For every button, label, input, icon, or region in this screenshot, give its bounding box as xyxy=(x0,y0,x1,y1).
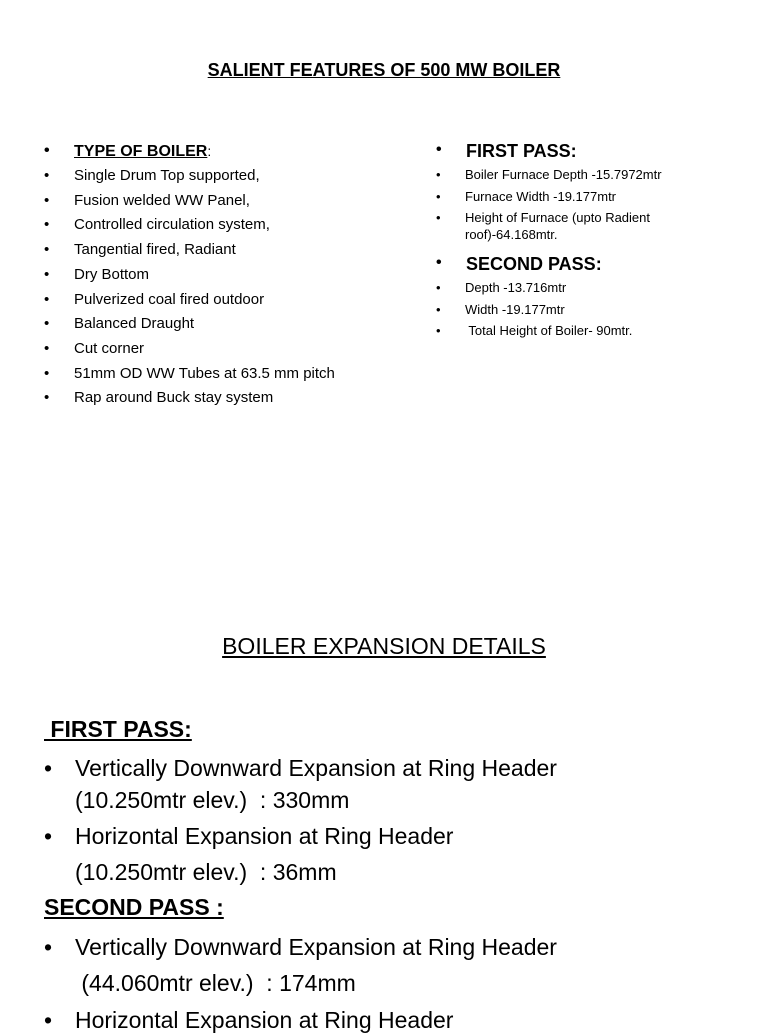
list-item-text: Rap around Buck stay system xyxy=(74,389,274,407)
first-pass-block xyxy=(436,141,736,245)
expansion-title: BOILER EXPANSION DETAILS xyxy=(222,633,546,659)
list-item xyxy=(44,337,414,362)
list-item xyxy=(436,207,736,245)
second-pass-heading xyxy=(436,254,736,275)
list-item xyxy=(44,164,414,189)
bullet: • xyxy=(44,823,53,849)
expansion-first-pass-heading: FIRST PASS: xyxy=(44,716,192,742)
bullet: • xyxy=(44,1007,53,1033)
expansion-item xyxy=(44,931,744,999)
list-item xyxy=(436,186,736,208)
list-item-text: Balanced Draught xyxy=(74,315,195,333)
list-item xyxy=(436,164,736,186)
bullet: • xyxy=(44,934,53,960)
list-item-text: Total Height of Boiler- 90mtr. xyxy=(465,323,633,339)
list-item-text: 51mm OD WW Tubes at 63.5 mm pitch xyxy=(74,364,335,382)
bullet: • xyxy=(44,364,50,382)
list-item-text: Cut corner xyxy=(74,339,145,357)
expansion-item xyxy=(44,820,744,888)
bullet: • xyxy=(436,323,441,339)
expansion-item-line: (10.250mtr elev.) : 36mm xyxy=(75,859,337,885)
expansion-item-line: (44.060mtr elev.) : 174mm xyxy=(75,970,356,996)
heading-colon: : xyxy=(207,143,212,159)
second-pass-list xyxy=(436,277,736,342)
list-item xyxy=(44,189,414,214)
first-pass-heading xyxy=(436,141,736,162)
bullet: • xyxy=(44,142,50,159)
list-item xyxy=(44,288,414,313)
list-item-text: Height of Furnace (upto Radient roof)-64.168mtr. xyxy=(465,210,650,243)
expansion-second-pass-heading: SECOND PASS : xyxy=(44,894,224,920)
bullet: • xyxy=(44,315,50,333)
list-item xyxy=(44,362,414,387)
expansion-item-line: Vertically Downward Expansion at Ring Header xyxy=(75,755,557,781)
list-item xyxy=(44,238,414,263)
bullet: • xyxy=(44,191,50,209)
bullet: • xyxy=(44,389,50,407)
list-item xyxy=(436,277,736,299)
list-item-text: Boiler Furnace Depth -15.7972mtr xyxy=(465,167,662,182)
bullet: • xyxy=(44,216,50,234)
expansion-item-line: (10.250mtr elev.) : 330mm xyxy=(75,787,350,813)
expansion-item-line: Horizontal Expansion at Ring Header xyxy=(75,823,454,849)
list-item xyxy=(436,320,736,342)
first-pass-heading-text: FIRST PASS: xyxy=(466,141,577,161)
first-pass-list xyxy=(436,164,736,245)
expansion-item xyxy=(44,1004,744,1036)
list-item-text: Tangential fired, Radiant xyxy=(74,241,236,259)
list-item-text: Furnace Width -19.177mtr xyxy=(465,188,617,204)
list-item xyxy=(44,213,414,238)
boiler-type-heading-text: TYPE OF BOILER xyxy=(74,143,208,160)
list-item xyxy=(44,312,414,337)
list-item-text: Controlled circulation system, xyxy=(74,216,270,234)
bullet: • xyxy=(436,254,442,271)
second-pass-block xyxy=(436,254,736,342)
bullet: • xyxy=(436,280,441,295)
list-item-text: Dry Bottom xyxy=(74,265,150,283)
boiler-type-list xyxy=(44,139,414,411)
list-item-text: Single Drum Top supported, xyxy=(74,167,260,184)
second-pass-heading-text: SECOND PASS: xyxy=(466,254,602,274)
bullet: • xyxy=(436,188,441,204)
bullet: • xyxy=(44,241,50,259)
bullet: • xyxy=(436,141,442,158)
list-item xyxy=(436,299,736,321)
bullet: • xyxy=(44,339,50,357)
list-item-text: Pulverized coal fired outdoor xyxy=(74,290,265,308)
list-item-text: Width -19.177mtr xyxy=(465,301,565,317)
bullet: • xyxy=(44,167,50,184)
list-item xyxy=(44,263,414,288)
bullet: • xyxy=(44,265,50,283)
page-title: SALIENT FEATURES OF 500 MW BOILER xyxy=(207,60,561,80)
list-item xyxy=(44,386,414,411)
list-item-text: Depth -13.716mtr xyxy=(465,280,567,295)
bullet: • xyxy=(44,755,53,781)
bullet: • xyxy=(436,210,441,226)
boiler-type-heading xyxy=(44,139,414,164)
expansion-item-line: Horizontal Expansion at Ring Header xyxy=(75,1007,454,1033)
expansion-item-line: Vertically Downward Expansion at Ring Header xyxy=(75,934,557,960)
list-item-text: Fusion welded WW Panel, xyxy=(74,191,250,209)
bullet: • xyxy=(44,290,50,308)
bullet: • xyxy=(436,167,441,182)
expansion-item xyxy=(44,752,744,816)
bullet: • xyxy=(436,301,441,317)
